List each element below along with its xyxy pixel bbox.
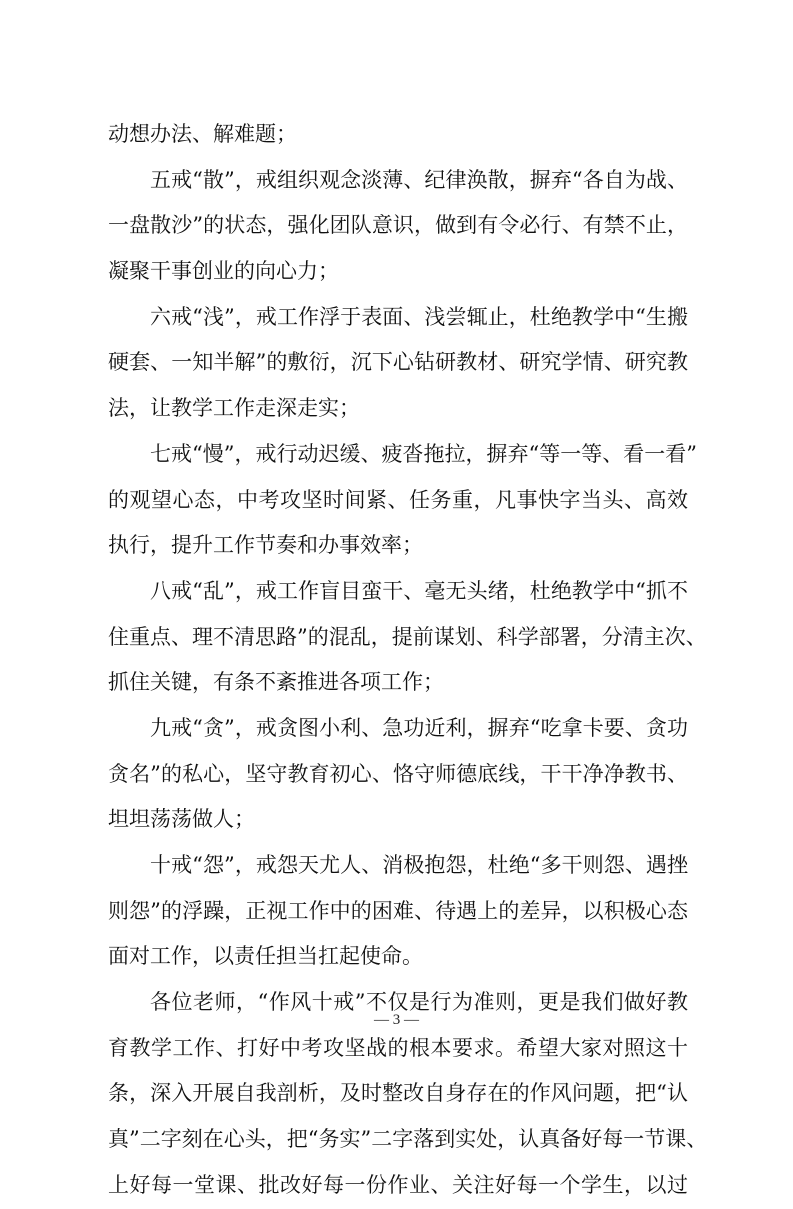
- document-body: [108, 112, 708, 1209]
- text-line: 条，深入开展自我剖析，及时整改自身存在的作风问题，把“认: [108, 1081, 688, 1106]
- text-line: 六戒“浅”，戒工作浮于表面、浅尝辄止，杜绝教学中“生搬: [150, 304, 688, 329]
- text-line: 法，让教学工作走深走实；: [108, 396, 360, 421]
- text-line: 各位老师，“作风十戒”不仅是行为准则，更是我们做好教: [150, 990, 688, 1015]
- text-line: 上好每一堂课、批改好每一份作业、关注好每一个学生，以过: [108, 1172, 688, 1197]
- text-line: 动想办法、解难题；: [108, 122, 297, 146]
- text-line: 住重点、理不清思路”的混乱，提前谋划、科学部署，分清主次、: [108, 624, 707, 649]
- text-line: 的观望心态，中考攻坚时间紧、任务重，凡事快字当头、高效: [108, 487, 688, 512]
- text-line: 九戒“贪”，戒贪图小利、急功近利，摒弃“吃拿卡要、贪功: [150, 715, 688, 740]
- text-line: 十戒“怨”，戒怨天尤人、消极抱怨，杜绝“多干则怨、遇挫: [150, 853, 688, 877]
- text-line: 八戒“乱”，戒工作盲目蛮干、毫无头绪，杜绝教学中“抓不: [150, 578, 688, 603]
- text-line: 贪名”的私心，坚守教育初心、恪守师德底线，干干净净教书、: [108, 761, 688, 786]
- text-line: 抓住关键，有条不紊推进各项工作；: [108, 670, 444, 695]
- text-line: 则怨”的浮躁，正视工作中的困难、待遇上的差异，以积极心态: [108, 898, 688, 923]
- text-line: 执行，提升工作节奏和办事效率；: [108, 533, 423, 558]
- text-line: 面对工作，以责任担当扛起使命。: [108, 944, 423, 969]
- page-number: — 3 —: [374, 1012, 419, 1028]
- text-line: 七戒“慢”，戒行动迟缓、疲沓拖拉，摒弃“等一等、看一看”: [150, 441, 697, 466]
- text-line: 一盘散沙”的状态，强化团队意识，做到有令必行、有禁不止，: [108, 213, 688, 238]
- text-line: 硬套、一知半解”的敷衍，沉下心钻研教材、研究学情、研究教: [108, 350, 688, 375]
- text-line: 凝聚干事创业的向心力；: [108, 259, 339, 284]
- text-line: 真”二字刻在心头，把“务实”二字落到实处，认真备好每一节课、: [108, 1127, 708, 1152]
- text-line: 育教学工作、打好中考攻坚战的根本要求。希望大家对照这十: [108, 1035, 688, 1060]
- text-line: 坦坦荡荡做人；: [108, 807, 255, 832]
- text-line: 五戒“散”，戒组织观念淡薄、纪律涣散，摒弃“各自为战、: [150, 167, 688, 192]
